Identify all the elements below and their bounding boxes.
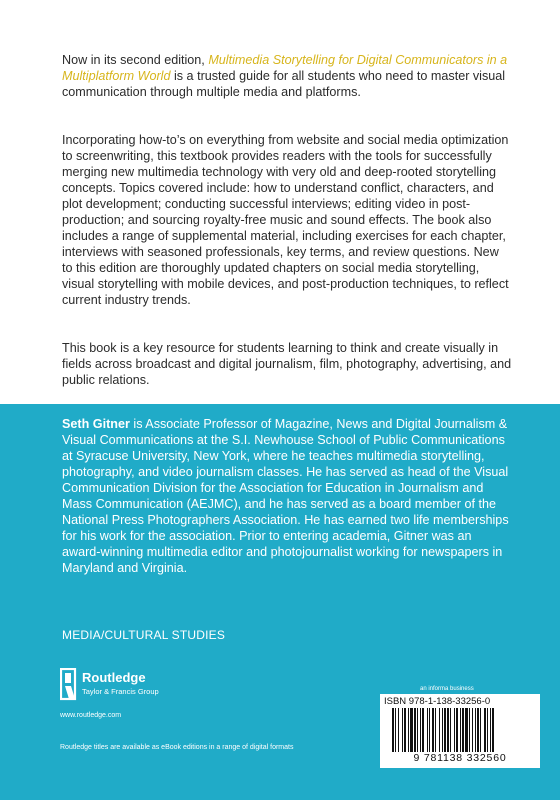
isbn-text: ISBN 978-1-138-33256-0 (384, 696, 491, 707)
author-bio-text: is Associate Professor of Magazine, News and Digital Journalism & Visual Communications at the S.I. Newhouse School of Public Communications at Syracuse University, New York, where he teaches multimedia storytelling, photography, and video journalism classes. He has served as head of the Visual Communication Division for the Association for Education in Journalism and Mass Communication (AEJMC), and he has served as a board member of the National Press Photographers Association. He has earned two life memberships for his work for the association. Prior to entering academia, Gitner was an award-winning multimedia editor and photojournalist working for newspapers in Maryland and Virginia. (62, 417, 509, 575)
author-name: Seth Gitner (62, 417, 130, 431)
subject-category: MEDIA/CULTURAL STUDIES (62, 628, 226, 642)
blurb-paragraph-1 (62, 52, 512, 100)
ebook-note: Routledge titles are available as eBook editions in a range of digital formats (60, 744, 294, 751)
publisher-name: Routledge (82, 670, 146, 685)
publisher-logo (60, 666, 210, 726)
blurb-paragraph-2: Incorporating how-to’s on everything from website and social media optimization to screenwriting, this textbook provides readers with the tools for successfully merging new multimedia technology with very old and deep-rooted storytelling concepts. Topics covered include: how to understand conflict, characters, and plot development; conducting successful interviews; editing video in post-production; and sourcing royalty-free music and sound effects. The book also includes a range of supplemental material, including exercises for each chapter, interviews with seasoned professionals, key terms, and review questions. New to this edition are thoroughly updated chapters on social media storytelling, visual storytelling with mobile devices, and post-production techniques, to reflect current industry trends. (62, 133, 509, 307)
author-panel (0, 404, 560, 800)
barcode-digits: 9 781138 332560 (413, 752, 507, 764)
book-title: Multimedia Storytelling for Digital Communicators in a Multiplatform World (62, 53, 508, 83)
informa-tagline: an informa business (420, 686, 474, 692)
blurb-intro-rest: is a trusted guide for all students who need to master visual communication through multiple media and platforms. (62, 69, 506, 99)
barcode-icon (392, 708, 532, 752)
author-bio (62, 416, 512, 576)
isbn-barcode (380, 694, 540, 768)
publisher-url: www.routledge.com (60, 712, 122, 719)
blurb-paragraph-3: This book is a key resource for students learning to think and create visually in fields across broadcast and digital journalism, film, photography, advertising, and public relations. (62, 341, 512, 387)
routledge-logo-icon (60, 668, 78, 708)
publisher-group: Taylor & Francis Group (82, 687, 159, 696)
blurb-intro-text: Now in its second edition, (62, 53, 209, 67)
